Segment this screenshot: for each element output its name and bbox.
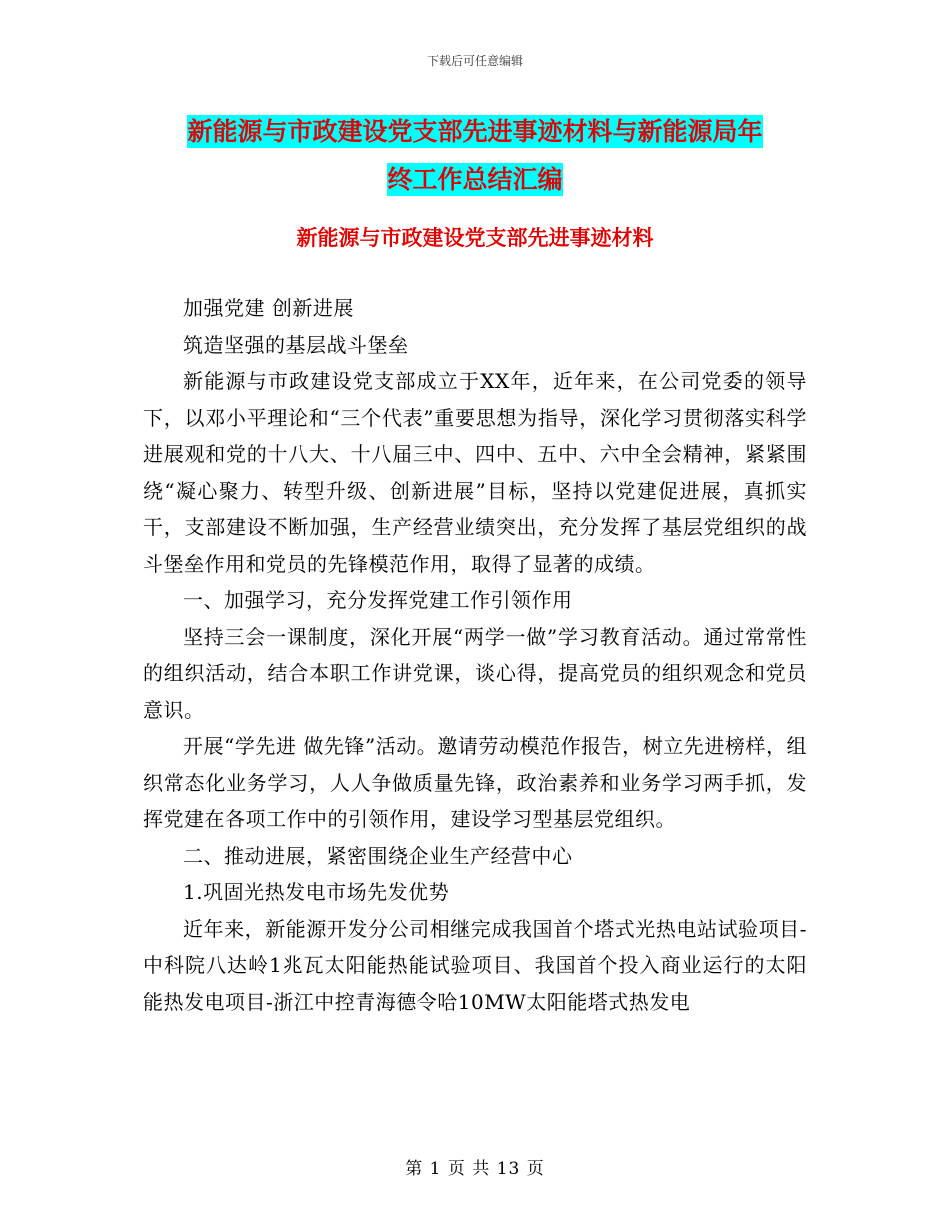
paragraph-pioneer-activity: 开展“学先进 做先锋”活动。邀请劳动模范作报告，树立先进榜样，组织常态化业务学习，人人争做质量先锋，政治素养和业务学习两手抓，发挥党建在各项工作中的引领作用，建设学习型基层党组织。 [143,734,807,831]
subtitle-line-1: 加强党建 创新进展 [183,296,354,320]
intro-paragraph: 新能源与市政建设党支部成立于XX年，近年来，在公司党委的领导下，以邓小平理论和“三个代表”重要思想为指导，深化学习贯彻落实科学进展观和党的十八大、十八届三中、四中、五中、六中全会精神，紧紧围绕“凝心聚力、转型升级、创新进展”目标，坚持以党建促进展，真抓实干，支部建设不断加强，生产经营业绩突出，充分发挥了基层党组织的战斗堡垒作用和党员的先锋模范作用，取得了显著的成绩。 [143,369,807,576]
document-title-line-2: 终工作总结汇编 [387,165,563,194]
header-note: 下载后可任意编辑 [426,54,523,68]
heading-two: 二、推动进展，紧密围绕企业生产经营中心 [183,843,573,868]
paragraph-solar-thermal: 近年来，新能源开发分公司相继完成我国首个塔式光热电站试验项目-中科院八达岭1兆瓦太阳能热能试验项目、我国首个投入商业运行的太阳能热发电项目-浙江中控青海德令哈10MW太阳能塔式热发电 [143,916,807,1014]
document-title-line-1: 新能源与市政建设党支部先进事迹材料与新能源局年 [187,117,763,146]
subheading-one: 1.巩固光热发电市场先发优势 [183,880,450,904]
paragraph-study-system: 坚持三会一课制度，深化开展“两学一做”学习教育活动。通过常常性的组织活动，结合本职工作讲党课，谈心得，提高党员的组织观念和党员意识。 [143,624,807,722]
page-footer: 第 1 页 共 13 页 [405,1159,545,1179]
body-text [143,290,807,1020]
heading-one: 一、加强学习，充分发挥党建工作引领作用 [183,588,573,612]
subtitle-line-2: 筑造坚强的基层战斗堡垒 [183,332,409,357]
document-title [0,108,950,204]
section-title: 新能源与市政建设党支部先进事迹材料 [296,226,654,250]
